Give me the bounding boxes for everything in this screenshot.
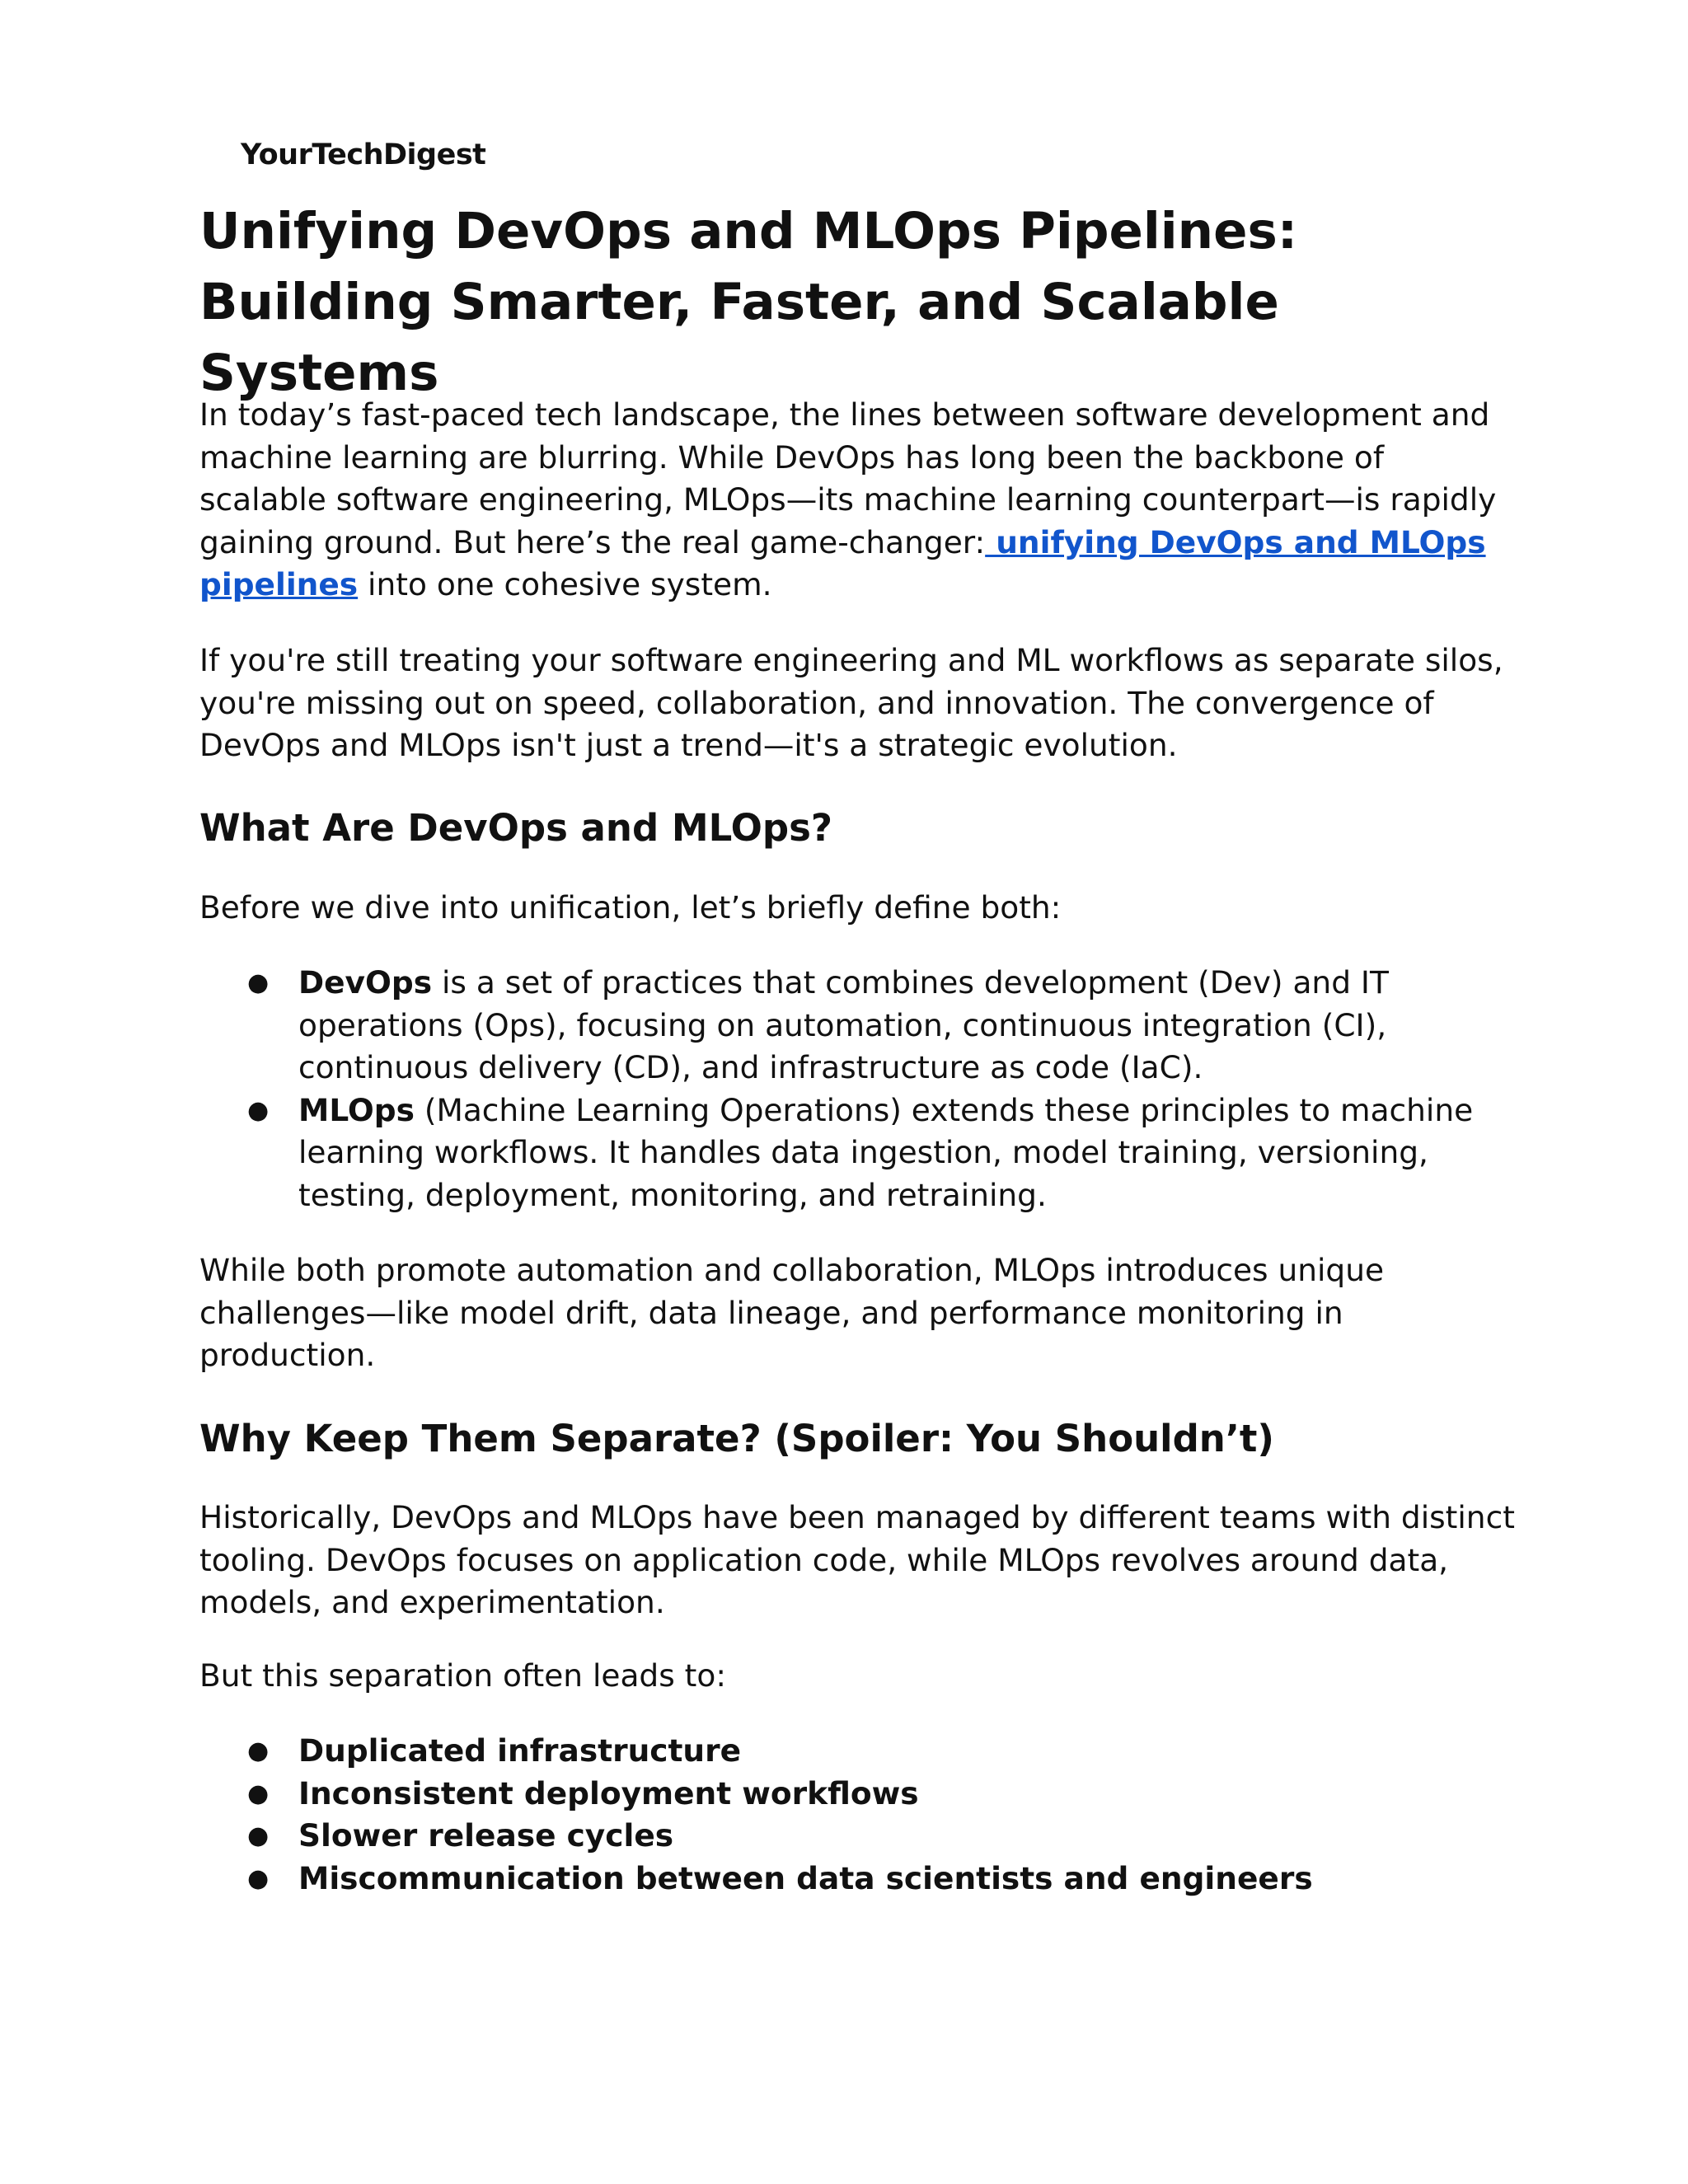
intro-text-end: into one cohesive system.	[358, 566, 772, 602]
bullet-icon: ●	[247, 1779, 270, 1808]
unify-pipelines-link[interactable]: unifying DevOps and MLOps pipelines	[199, 523, 1486, 602]
problems-list	[199, 1730, 1485, 1900]
bullet-icon: ●	[247, 1821, 270, 1850]
bullet-icon: ●	[247, 968, 270, 997]
list-item	[199, 1730, 1485, 1773]
term-devops: DevOps	[298, 964, 433, 1001]
intro-text: In today’s fast-paced tech landscape, the lines between software development and machine learning are blurring. While DevOps has long been the backbone of scalable software engineering, MLOps—its machine learning counterpart—is rapidly gaining ground. But here’s the real game-changer:	[199, 396, 1497, 560]
bullet-icon: ●	[247, 1095, 270, 1125]
problem-text: Slower release cycles	[298, 1817, 674, 1854]
silos-paragraph: If you're still treating your software engineering and ML workflows as separate silos, you're missing out on speed, collaboration, and innovation. The convergence of DevOps and MLOps isn't just a trend—it's a strategic evolution.	[199, 642, 1503, 763]
intro-paragraph	[199, 394, 1518, 607]
section-heading-what: What Are DevOps and MLOps?	[199, 806, 833, 850]
list-item-mlops	[199, 1090, 1485, 1217]
list-item	[199, 1773, 1485, 1816]
problem-text: Miscommunication between data scientists and engineers	[298, 1859, 1313, 1896]
devops-definition: is a set of practices that combines development (Dev) and IT operations (Ops), focusing on automation, continuous integration (CI), continuous delivery (CD), and infrastructure as code (IaC).	[298, 964, 1389, 1085]
challenges-paragraph: While both promote automation and collaboration, MLOps introduces unique challenges—like model drift, data lineage, and performance monitoring in production.	[199, 1252, 1385, 1373]
list-item	[199, 1815, 1485, 1858]
bullet-icon: ●	[247, 1736, 270, 1765]
list-item	[199, 1858, 1485, 1900]
history-paragraph: Historically, DevOps and MLOps have been managed by different teams with distinct tooling. DevOps focuses on application code, while MLOps revolves around data, models, and experimentation.	[199, 1499, 1515, 1620]
bullet-icon: ●	[247, 1863, 270, 1893]
definitions-list	[199, 962, 1485, 1216]
separation-lead: But this separation often leads to:	[199, 1657, 726, 1694]
list-item-devops	[199, 962, 1485, 1090]
article-title: Unifying DevOps and MLOps Pipelines: Building Smarter, Faster, and Scalable Systems	[199, 202, 1298, 402]
define-lead: Before we dive into unification, let’s briefly define both:	[199, 889, 1062, 926]
mlops-definition: (Machine Learning Operations) extends these principles to machine learning workflows. It handles data ingestion, model training, versioning, testing, deployment, monitoring, and retraining.	[298, 1091, 1474, 1213]
term-mlops: MLOps	[298, 1091, 415, 1128]
brand-logo: YourTechDigest	[241, 138, 486, 171]
problem-text: Inconsistent deployment workflows	[298, 1774, 919, 1811]
section-heading-why: Why Keep Them Separate? (Spoiler: You Shouldn’t)	[199, 1417, 1274, 1460]
problem-text: Duplicated infrastructure	[298, 1732, 742, 1769]
